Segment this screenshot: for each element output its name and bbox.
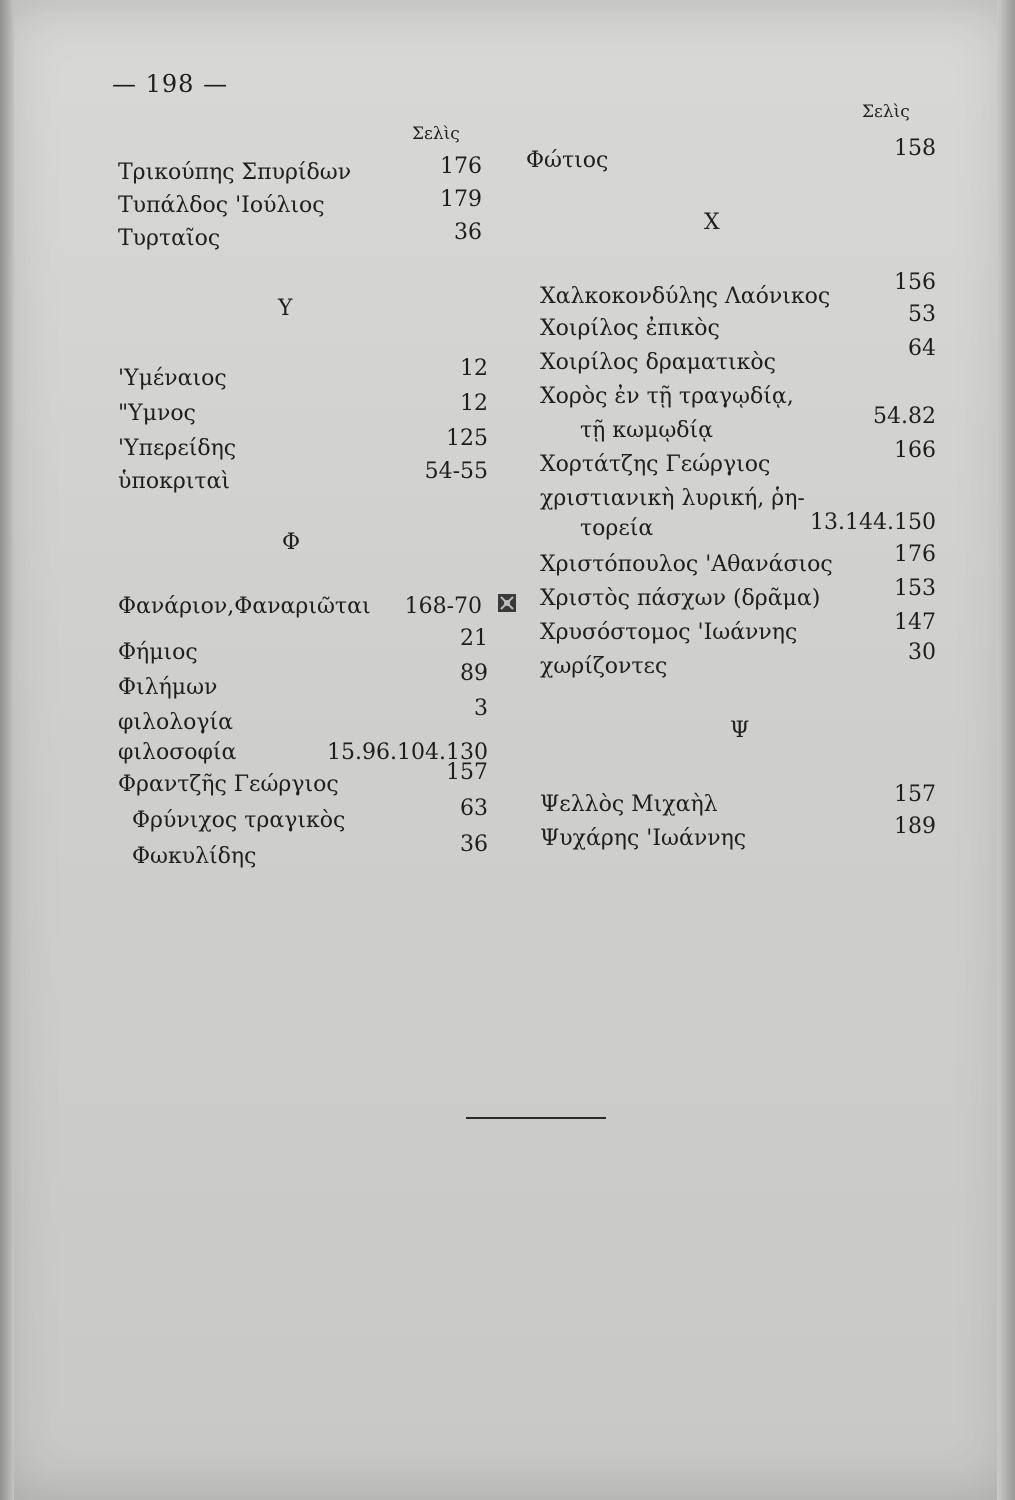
entry-term: φιλολογία bbox=[118, 710, 234, 735]
page-right-edge bbox=[997, 0, 1015, 1500]
entry-pages: 64 bbox=[908, 336, 936, 361]
entry-pages: 189 bbox=[894, 814, 936, 839]
entry-pages: 156 bbox=[894, 270, 936, 295]
entry-pages: 63 bbox=[460, 796, 488, 821]
section-letter-phi: Φ bbox=[282, 530, 301, 555]
entry-term: "Υμνος bbox=[118, 401, 196, 426]
entry-pages: 12 bbox=[460, 391, 488, 416]
index-entry bbox=[540, 302, 936, 348]
entry-term: Τυπάλδος 'Ιούλιος bbox=[118, 193, 325, 218]
entry-pages: 179 bbox=[440, 187, 482, 212]
index-entry bbox=[118, 760, 488, 804]
entry-term: Φωκυλίδης bbox=[132, 844, 257, 869]
entry-term: Φήμιος bbox=[118, 640, 198, 665]
page-left-edge bbox=[0, 0, 14, 1500]
index-entry bbox=[540, 542, 936, 584]
entry-pages: 153 bbox=[894, 576, 936, 601]
index-entry bbox=[118, 356, 488, 398]
entry-term: Φώτιος bbox=[526, 148, 609, 173]
entry-pages: 89 bbox=[460, 661, 488, 686]
entry-term: Φιλήμων bbox=[118, 675, 218, 700]
entry-term: Τρικούπης Σπυρίδων bbox=[118, 160, 352, 185]
entry-term: ὑποκριταὶ bbox=[118, 469, 231, 494]
entry-pages: 176 bbox=[894, 542, 936, 567]
entry-term: τορεία bbox=[580, 516, 654, 541]
index-entry bbox=[118, 832, 488, 876]
section-letter-upsilon: Υ bbox=[278, 296, 293, 321]
entry-term: Χριστόπουλος 'Αθανάσιος bbox=[540, 552, 833, 577]
index-entry bbox=[118, 459, 488, 501]
index-entry bbox=[540, 336, 936, 382]
right-column-header: Σελὶς bbox=[862, 102, 910, 122]
entry-pages: 166 bbox=[894, 438, 936, 463]
entry-term: Ψελλὸς Μιχαὴλ bbox=[540, 792, 718, 817]
entry-pages: 15.96.104.130 bbox=[327, 740, 488, 765]
entry-term: χριστιανικὴ λυρική, ῥη- bbox=[540, 486, 805, 511]
section-letter-chi: Χ bbox=[704, 210, 720, 235]
entry-pages: 21 bbox=[460, 626, 488, 651]
entry-term: φιλοσοφία bbox=[118, 740, 237, 765]
entry-pages: 125 bbox=[446, 426, 488, 451]
entry-pages: 54-55 bbox=[424, 459, 488, 484]
entry-term: Φραντζῆς Γεώργιος bbox=[118, 772, 339, 797]
entry-pages: 36 bbox=[454, 220, 482, 245]
index-entry bbox=[118, 796, 488, 840]
entry-term: Φρύνιχος τραγικὸς bbox=[132, 808, 346, 833]
entry-term: χωρίζοντες bbox=[540, 654, 668, 679]
entry-pages: 12 bbox=[460, 356, 488, 381]
entry-term: Χορὸς ἐν τῇ τραγῳδίᾳ, bbox=[540, 384, 794, 409]
index-entry bbox=[540, 510, 936, 548]
index-entry bbox=[118, 187, 488, 225]
entry-term: Τυρταῖος bbox=[118, 226, 221, 251]
entry-pages: 157 bbox=[446, 760, 488, 785]
index-entry bbox=[118, 220, 488, 258]
index-entry bbox=[526, 136, 936, 180]
entry-term: Φανάριον,Φαναριῶται bbox=[118, 594, 371, 619]
page-number: — 198 — bbox=[112, 70, 229, 98]
entry-pages: 36 bbox=[460, 832, 488, 857]
entry-pages: 168-70 bbox=[404, 594, 482, 619]
index-entry bbox=[118, 626, 488, 672]
entry-term: 'Υπερείδης bbox=[118, 436, 237, 461]
index-entry bbox=[540, 814, 936, 858]
entry-term: Χρυσόστομος 'Ιωάννης bbox=[540, 620, 798, 645]
entry-term: Χαλκοκονδύλης Λαόνικος bbox=[540, 284, 831, 309]
index-entry bbox=[540, 270, 936, 316]
entry-pages: 53 bbox=[908, 302, 936, 327]
index-entry bbox=[540, 404, 936, 450]
entry-pages: 158 bbox=[894, 136, 936, 161]
entry-pages: 157 bbox=[894, 782, 936, 807]
entry-term: Ψυχάρης 'Ιωάννης bbox=[540, 826, 747, 851]
index-entry bbox=[118, 696, 488, 742]
entry-term: Χοιρίλος ἐπικὸς bbox=[540, 316, 720, 341]
entry-term: Χριστὸς πάσχων (δρᾶμα) bbox=[540, 586, 821, 611]
index-entry bbox=[540, 640, 936, 686]
printer-ornament-icon bbox=[496, 592, 518, 614]
entry-term: τῇ κωμῳδίᾳ bbox=[580, 418, 713, 443]
entry-term: 'Υμέναιος bbox=[118, 366, 227, 391]
end-divider-rule bbox=[466, 1117, 606, 1119]
entry-term: Χορτάτζης Γεώργιος bbox=[540, 452, 771, 477]
left-column-header: Σελὶς bbox=[412, 124, 460, 144]
entry-pages: 147 bbox=[894, 610, 936, 635]
entry-term: Χοιρίλος δραματικὸς bbox=[540, 350, 776, 375]
section-letter-psi: Ψ bbox=[730, 718, 750, 743]
index-entry bbox=[118, 594, 488, 626]
entry-pages: 176 bbox=[440, 154, 482, 179]
index-entry bbox=[540, 610, 936, 652]
entry-pages: 30 bbox=[908, 640, 936, 665]
index-entry bbox=[540, 576, 936, 618]
index-entry bbox=[118, 740, 488, 772]
index-entry bbox=[540, 438, 936, 484]
entry-pages: 54.82 bbox=[873, 404, 936, 429]
index-entry bbox=[118, 391, 488, 433]
entry-pages: 3 bbox=[474, 696, 488, 721]
entry-pages: 13.144.150 bbox=[810, 510, 936, 535]
index-entry bbox=[118, 154, 488, 192]
index-entry bbox=[540, 782, 936, 824]
index-entry bbox=[118, 661, 488, 707]
